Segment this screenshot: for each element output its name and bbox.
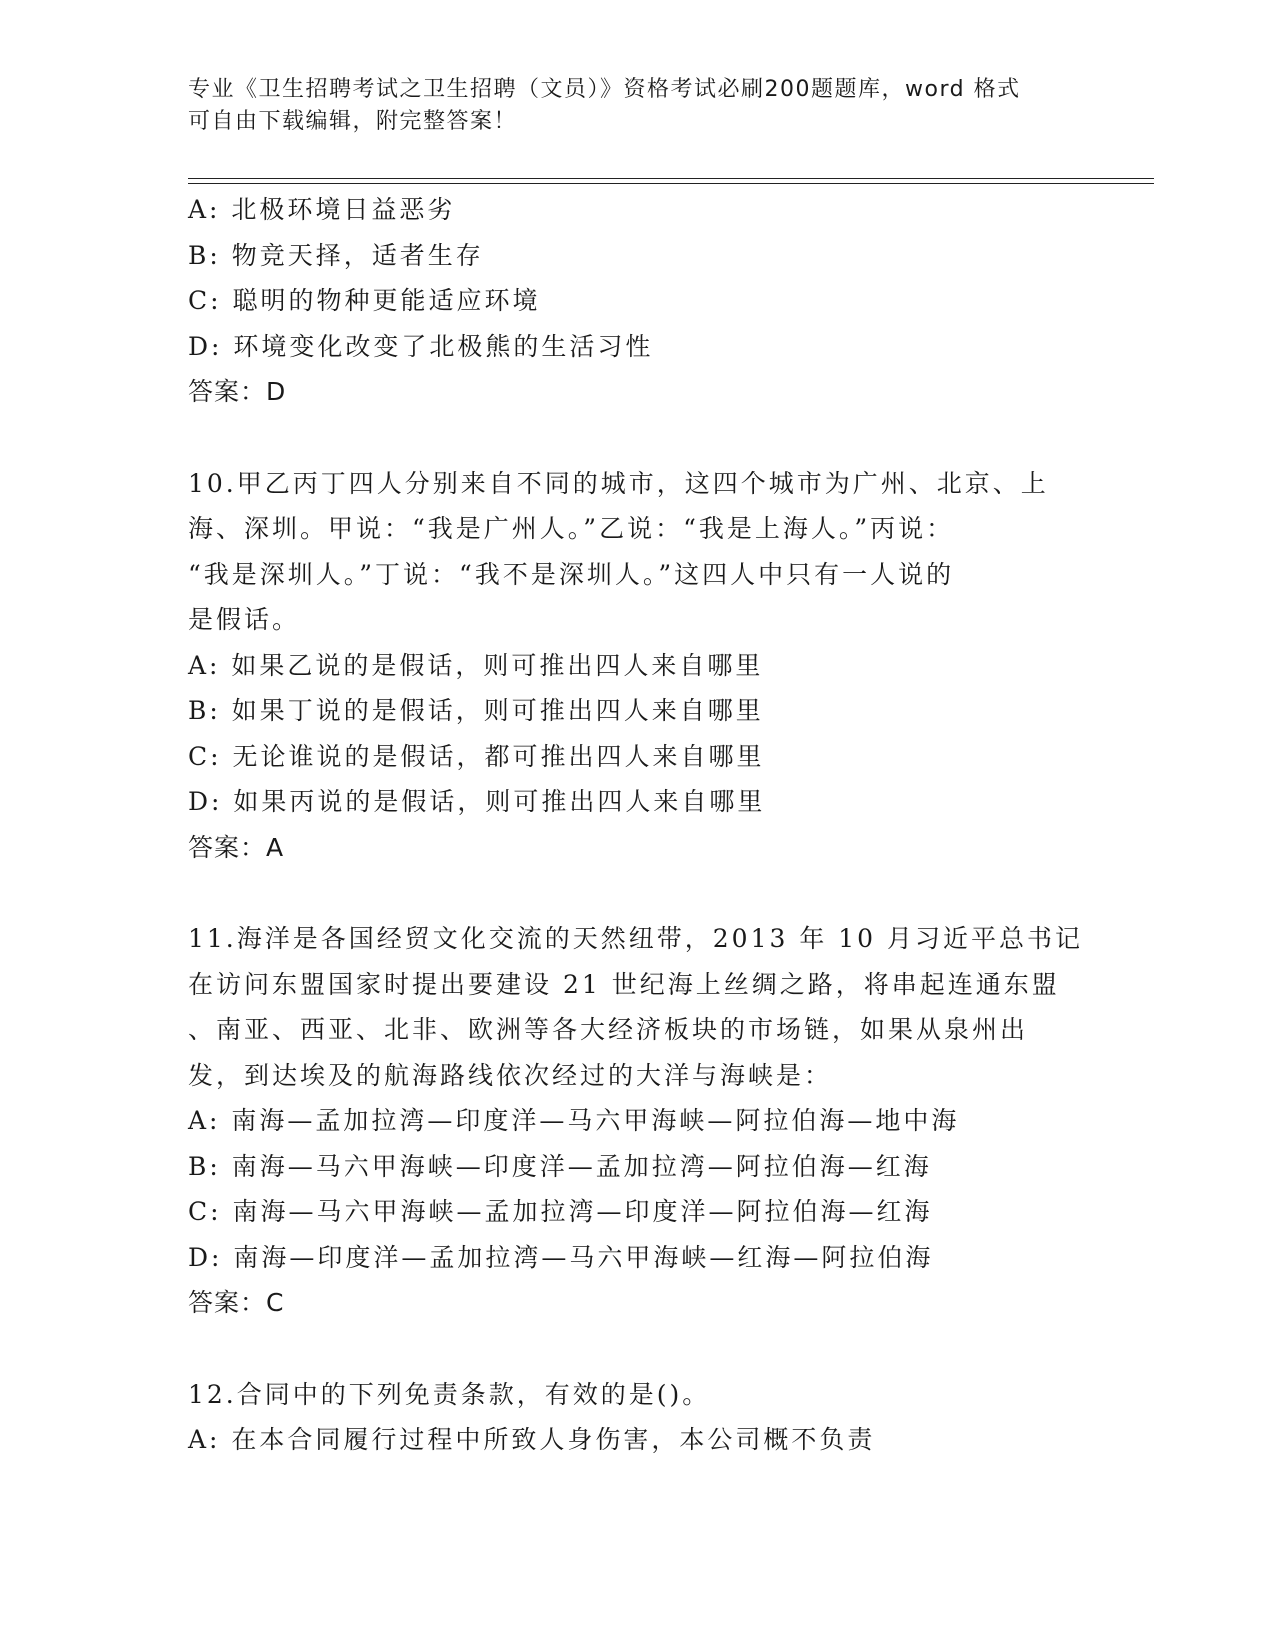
option-a: A: 北极环境日益恶劣 <box>188 195 456 224</box>
option-a: A: 如果乙说的是假话，则可推出四人来自哪里 <box>188 650 764 680</box>
spacer <box>188 1326 1088 1372</box>
option-b: B: 物竞天择，适者生存 <box>188 240 484 270</box>
answer: 答案：D <box>188 377 287 406</box>
question-stem-line: 、南亚、西亚、北非、欧洲等各大经济板块的市场链，如果从泉州出 <box>188 1015 1029 1044</box>
header-line-2: 可自由下载编辑，附完整答案！ <box>188 109 518 134</box>
option-b: B: 南海—马六甲海峡—印度洋—孟加拉湾—阿拉伯海—红海 <box>188 1151 932 1181</box>
option-a: A: 南海—孟加拉湾—印度洋—马六甲海峡—阿拉伯海—地中海 <box>188 1106 960 1135</box>
option-b: B: 如果丁说的是假话，则可推出四人来自哪里 <box>188 696 764 725</box>
answer: 答案：C <box>188 1288 285 1317</box>
option-d: D: 如果丙说的是假话，则可推出四人来自哪里 <box>188 787 766 816</box>
option-d: D: 环境变化改变了北极熊的生活习性 <box>188 331 654 361</box>
question-stem-line: “我是深圳人。”丁说：“我不是深圳人。”这四人中只有一人说的 <box>188 559 955 589</box>
question-content <box>188 187 1088 1463</box>
question-stem-line: 11.海洋是各国经贸文化交流的天然纽带，2013 年 10 月习近平总书记 <box>188 924 1084 953</box>
question-stem-line: 10.甲乙丙丁四人分别来自不同的城市，这四个城市为广州、北京、上 <box>188 468 1049 498</box>
option-d: D: 南海—印度洋—孟加拉湾—马六甲海峡—红海—阿拉伯海 <box>188 1242 934 1272</box>
question-9 <box>188 187 1088 415</box>
question-stem-line: 12.合同中的下列免责条款，有效的是()。 <box>188 1379 711 1409</box>
question-12 <box>188 1372 1088 1463</box>
header-line-1: 专业《卫生招聘考试之卫生招聘（文员）》资格考试必刷200题题库，word 格式 <box>188 77 1021 102</box>
spacer <box>188 415 1088 461</box>
option-c: C: 南海—马六甲海峡—孟加拉湾—印度洋—阿拉伯海—红海 <box>188 1197 933 1226</box>
header-divider-bottom <box>188 183 1154 184</box>
option-c: C: 无论谁说的是假话，都可推出四人来自哪里 <box>188 741 765 771</box>
option-c: C: 聪明的物种更能适应环境 <box>188 286 541 315</box>
question-11 <box>188 916 1088 1326</box>
question-stem-line: 发，到达埃及的航海路线依次经过的大洋与海峡是： <box>188 1060 833 1090</box>
option-a: A: 在本合同履行过程中所致人身伤害，本公司概不负责 <box>188 1425 876 1454</box>
question-10 <box>188 461 1088 871</box>
question-stem-line: 海、深圳。甲说：“我是广州人。”乙说：“我是上海人。”丙说： <box>188 514 955 543</box>
document-header <box>188 74 1068 138</box>
question-stem-line: 是假话。 <box>188 605 301 634</box>
header-divider-top <box>188 178 1154 179</box>
answer: 答案：A <box>188 832 285 862</box>
spacer <box>188 870 1088 916</box>
question-stem-line: 在访问东盟国家时提出要建设 21 世纪海上丝绸之路，将串起连通东盟 <box>188 969 1060 999</box>
